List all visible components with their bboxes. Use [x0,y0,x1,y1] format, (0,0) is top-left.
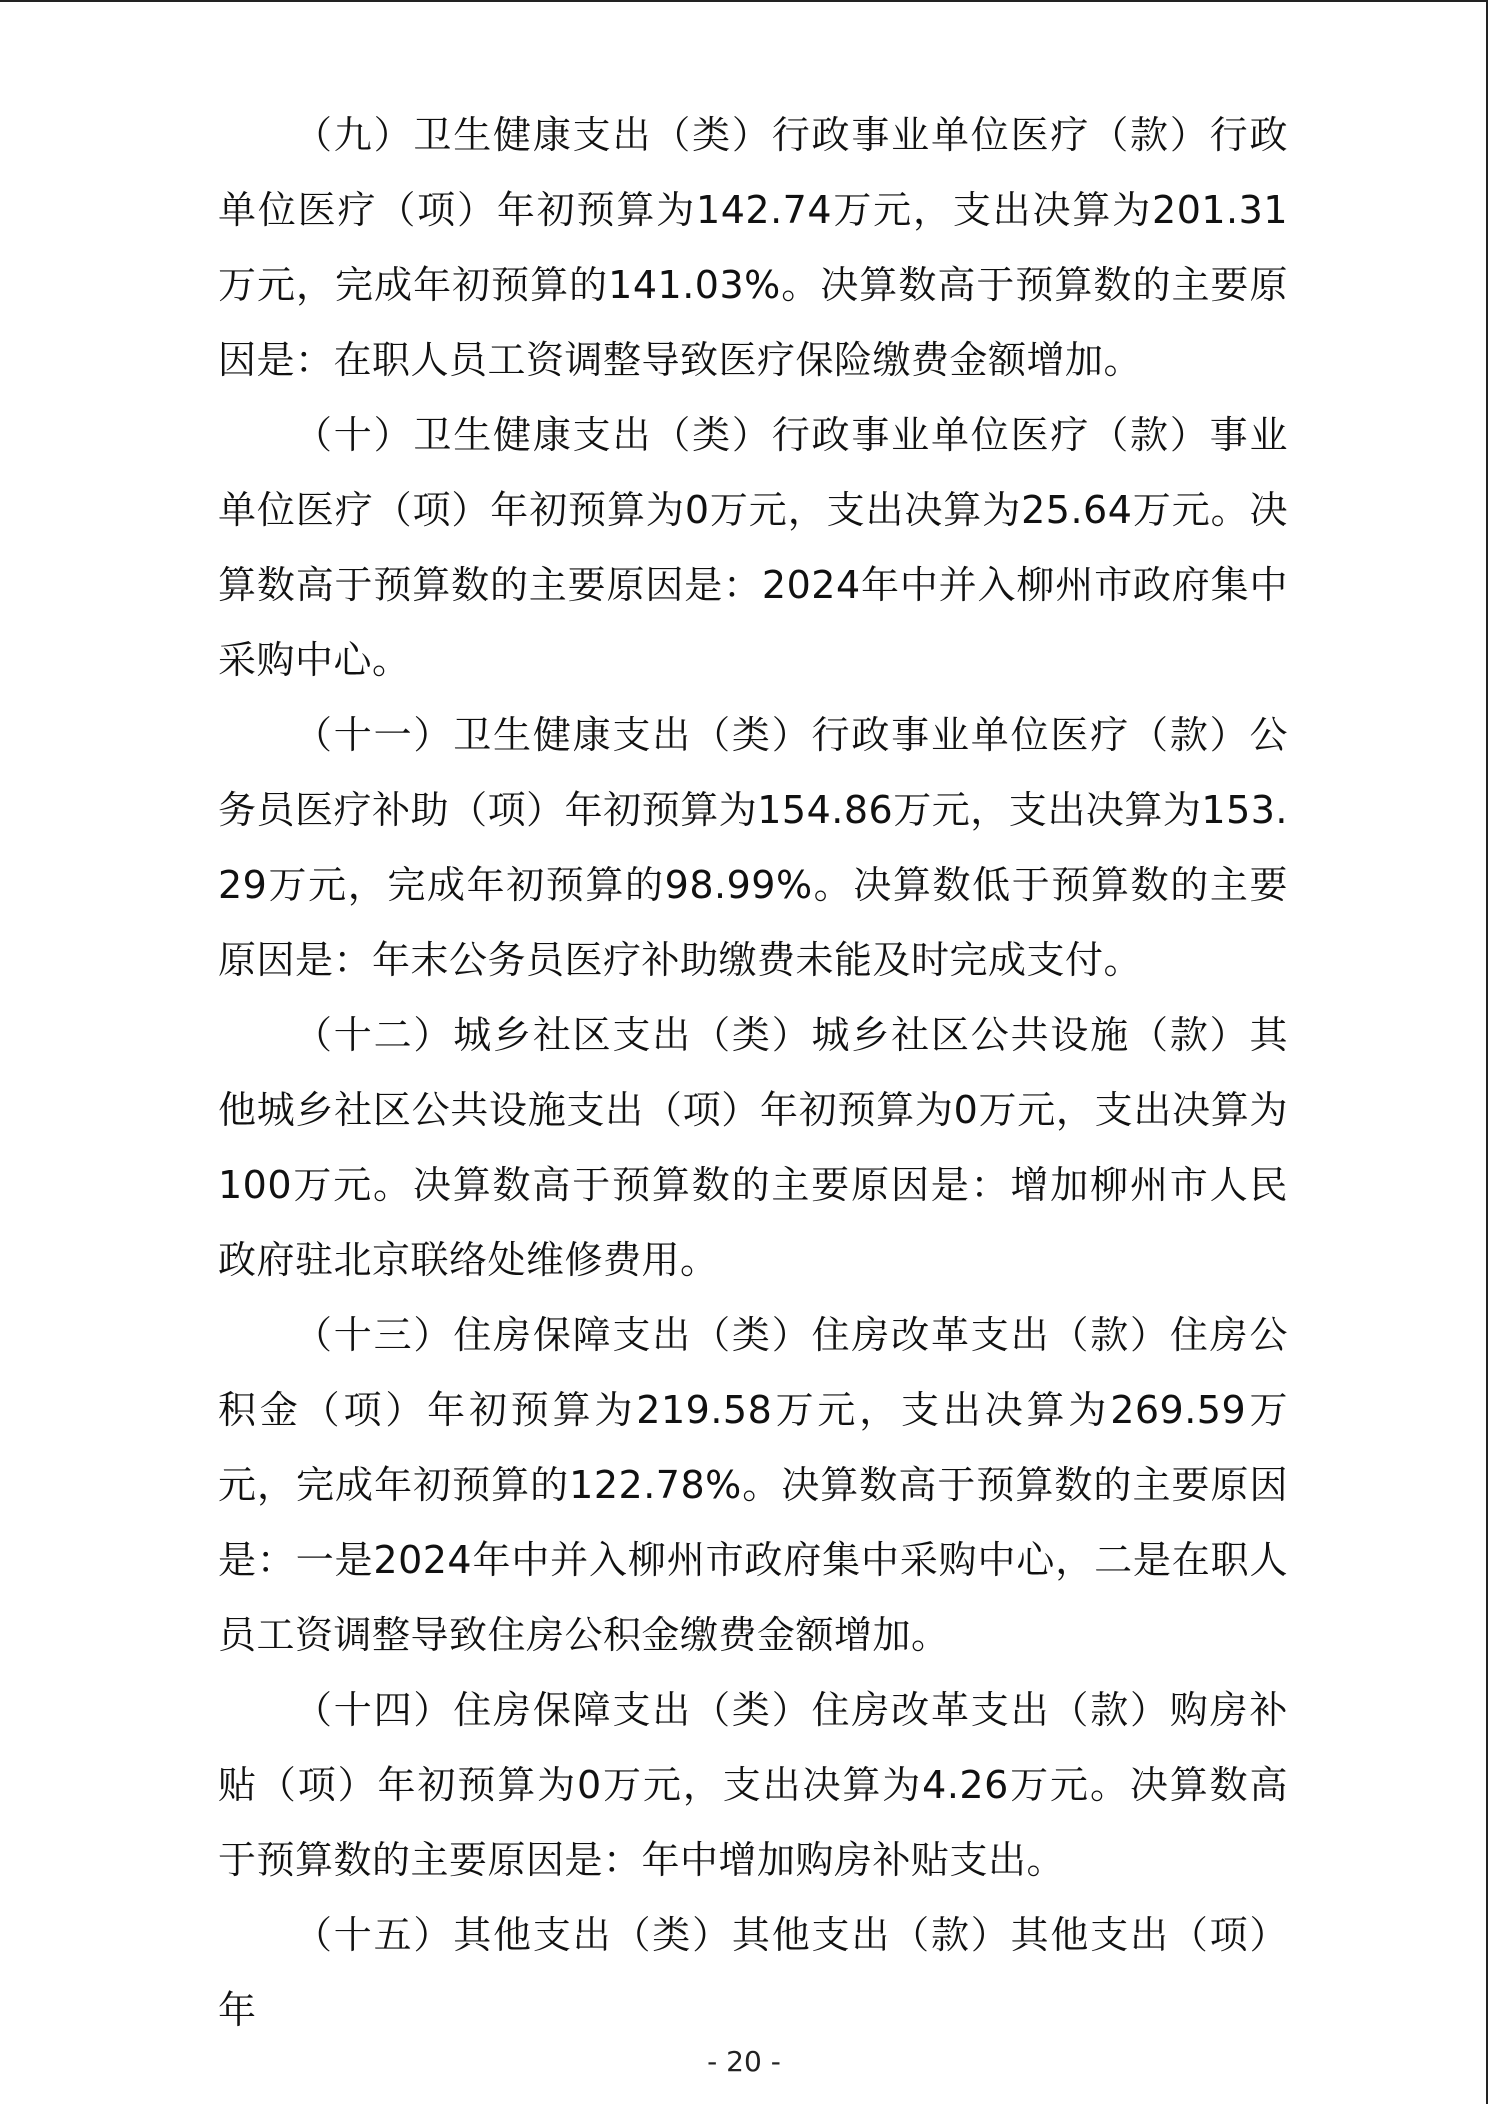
document-body [218,98,1288,2048]
paragraph-14: （十四）住房保障支出（类）住房改革支出（款）购房补贴（项）年初预算为0万元，支出决算为4.26万元。决算数高于预算数的主要原因是：年中增加购房补贴支出。 [218,1688,1288,1882]
paragraph-12: （十二）城乡社区支出（类）城乡社区公共设施（款）其他城乡社区公共设施支出（项）年初预算为0万元，支出决算为100万元。决算数高于预算数的主要原因是：增加柳州市人民政府驻北京联络处维修费用。 [218,1013,1288,1282]
paragraph-9: （九）卫生健康支出（类）行政事业单位医疗（款）行政单位医疗（项）年初预算为142.74万元，支出决算为201.31万元，完成年初预算的141.03%。决算数高于预算数的主要原因是：在职人员工资调整导致医疗保险缴费金额增加。 [218,113,1288,382]
paragraph-15: （十五）其他支出（类）其他支出（款）其他支出（项）年 [218,1913,1288,2032]
paragraph-10: （十）卫生健康支出（类）行政事业单位医疗（款）事业单位医疗（项）年初预算为0万元，支出决算为25.64万元。决算数高于预算数的主要原因是：2024年中并入柳州市政府集中采购中心。 [218,413,1288,682]
paragraph-13: （十三）住房保障支出（类）住房改革支出（款）住房公积金（项）年初预算为219.58万元，支出决算为269.59万元，完成年初预算的122.78%。决算数高于预算数的主要原因是：一是2024年中并入柳州市政府集中采购中心，二是在职人员工资调整导致住房公积金缴费金额增加。 [218,1313,1288,1657]
page-number: - 20 - [707,2045,781,2078]
paragraph-11: （十一）卫生健康支出（类）行政事业单位医疗（款）公务员医疗补助（项）年初预算为154.86万元，支出决算为153.29万元，完成年初预算的98.99%。决算数低于预算数的主要原因是：年末公务员医疗补助缴费未能及时完成支付。 [218,713,1288,982]
